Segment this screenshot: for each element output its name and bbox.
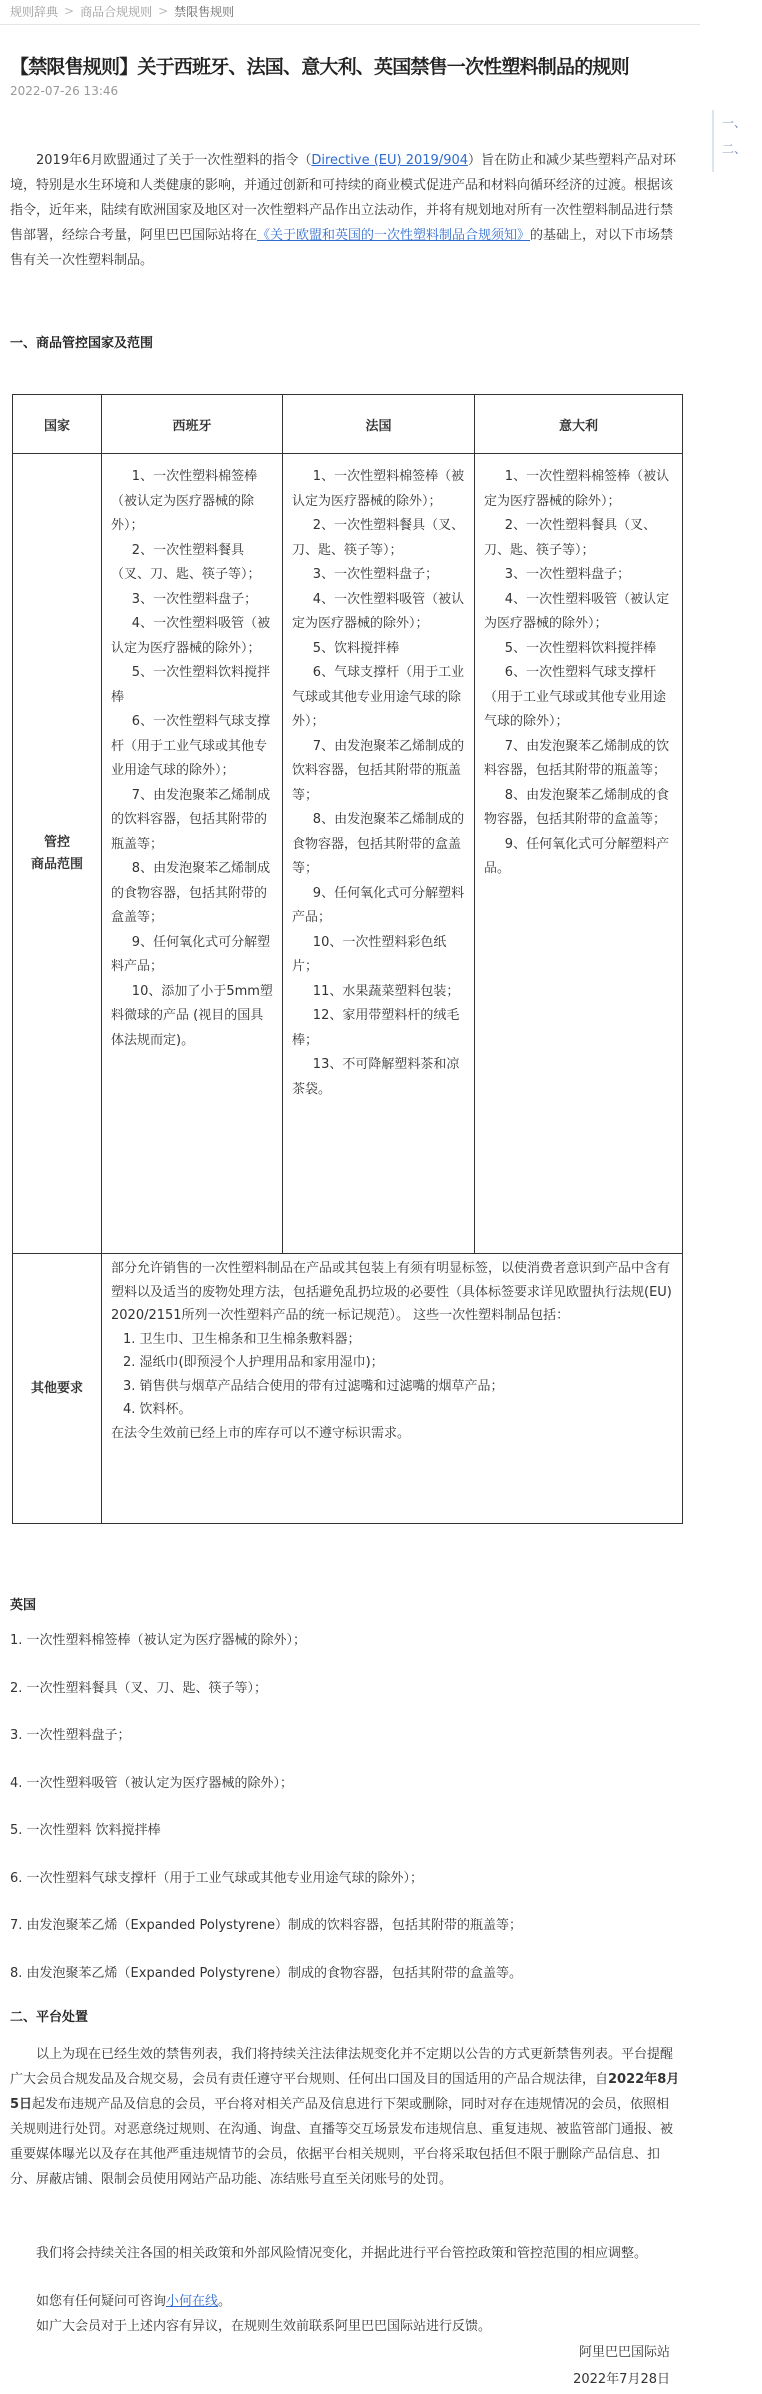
list-item: 10、一次性塑料彩色纸片； [292,934,447,974]
list-item: 9、任何氧化式可分解塑料产品。 [484,836,670,876]
list-item: 3. 销售供与烟草产品结合使用的带有过滤嘴和过滤嘴的烟草产品； [123,1378,504,1394]
header-italy: 意大利 [475,395,683,454]
list-item: 6. 一次性塑料气球支撑杆（用于工业气球或其他专业用途气球的除外）； [10,1870,424,1886]
list-item: 8、由发泡聚苯乙烯制成的食物容器，包括其附带的盒盖等； [111,861,271,925]
list-item: 2. 湿纸巾(即预浸个人护理用品和家用湿巾)； [123,1355,384,1370]
other-requirements-footer: 在法令生效前已经上市的库存可以不遵守标识需求。 [111,1425,411,1441]
page-title: 【禁限售规则】关于西班牙、法国、意大利、英国禁售一次性塑料制品的规则 [10,56,629,78]
breadcrumb-separator: > [158,4,169,18]
list-item: 4. 饮料杯。 [123,1402,192,1417]
list-item: 2、一次性塑料餐具（叉、刀、匙、筷子等）； [111,542,261,582]
toc-item-section-2[interactable]: 二、 [722,142,747,156]
list-item: 2、一次性塑料餐具（叉、刀、匙、筷子等）； [292,518,465,558]
breadcrumb-item-product-compliance[interactable]: 商品合规规则 [80,4,153,19]
list-item: 10、添加了小于5mm塑料微球的产品 (视目的国具体法规而定)。 [111,983,273,1048]
toc-item-section-1[interactable]: 一、 [722,116,747,130]
intro-paragraph: 2019年6月欧盟通过了关于一次性塑料的指令（Directive (EU) 2019/904）旨在防止和减少某些塑料产品对环境，特别是水生环境和人类健康的影响，并通过创新和可持续的商业模式促进产品和材料向循环经济的过渡。根据该指令，近年来，陆续有欧洲国家及地区对一次性塑料产品作出立法动作，并将有规划地对所有一次性塑料制品进行禁售部署，经综合考量，阿里巴巴国际站将在《关于欧盟和英国的一次性塑料制品合规须知》的基础上，对以下市场禁售有关一次性塑料制品。 [10,153,677,268]
header-country: 国家 [13,395,102,454]
list-item: 1. 卫生巾、卫生棉条和卫生棉条敷料器； [123,1331,361,1347]
cell-spain-scope [102,454,283,1254]
list-item: 2、一次性塑料餐具（叉、刀、匙、筷子等）； [484,518,657,558]
breadcrumb-divider [0,24,700,25]
header-spain: 西班牙 [102,395,283,454]
breadcrumb-item-rules-dictionary[interactable]: 规则辞典 [10,4,59,19]
list-item: 4、一次性塑料吸管（被认定为医疗器械的除外）； [111,616,271,656]
list-item: 8、由发泡聚苯乙烯制成的食物容器，包括其附带的盒盖等； [292,812,465,876]
signature-date: 2022年7月28日 [573,2372,670,2387]
publish-date: 2022-07-26 13:46 [10,84,119,98]
list-item: 1、一次性塑料棉签棒（被认定为医疗器械的除外）； [292,469,465,509]
list-item: 1、一次性塑料棉签棒（被认定为医疗器械的除外）； [111,469,258,533]
section-2-title: 二、平台处置 [10,2010,89,2025]
cell-france-scope [283,454,475,1254]
table-row-scope [13,454,683,1254]
list-item: 3. 一次性塑料盘子； [10,1728,131,1743]
list-item: 3、一次性塑料盘子； [131,591,258,607]
platform-paragraph-4: 如广大会员对于上述内容有异议，在规则生效前联系阿里巴巴国际站进行反馈。 [36,2319,492,2334]
list-item: 13、不可降解塑料茶和凉茶袋。 [292,1057,460,1097]
table-of-contents [712,110,762,172]
breadcrumb [10,0,234,22]
list-item: 5、一次性塑料饮料搅拌棒 [504,640,657,656]
list-item: 5、饮料搅拌棒 [312,640,400,656]
breadcrumb-separator: > [64,4,75,18]
list-item: 6、一次性塑料气球支撑杆（用于工业气球或其他专业用途气球的除外）； [484,665,667,729]
cell-other-requirements [102,1254,683,1524]
table-header-row [13,395,683,454]
compliance-notice-link[interactable]: 《关于欧盟和英国的一次性塑料制品合规须知》 [257,228,531,243]
list-item: 4. 一次性塑料吸管（被认定为医疗器械的除外）； [10,1775,294,1791]
platform-paragraph-3: 如您有任何疑问可咨询小何在线。 [36,2294,232,2309]
list-item: 6、气球支撑杆（用于工业气球或其他专业用途气球的除外）； [292,665,465,729]
list-item: 6、一次性塑料气球支撑杆（用于工业气球或其他专业用途气球的除外）； [111,714,271,778]
list-item: 7、由发泡聚苯乙烯制成的饮料容器，包括其附带的瓶盖等； [111,787,271,852]
list-item: 12、家用带塑料杆的绒毛棒； [292,1008,460,1048]
list-item: 4、一次性塑料吸管（被认定为医疗器械的除外）； [484,591,670,631]
list-item: 5、一次性塑料饮料搅拌棒 [111,665,271,705]
uk-title: 英国 [10,1598,37,1613]
platform-paragraph-1: 以上为现在已经生效的禁售列表，我们将持续关注法律法规变化并不定期以公告的方式更新禁售列表。平台提醒广大会员合规发品及合规交易，会员有责任遵守平台规则、任何出口国及目的国适用的产品合规法律，自2022年8月5日起发布违规产品及信息的会员，平台将对相关产品及信息进行下架或删除，同时对存在违规情况的会员，依照相关规则进行处罚。对恶意绕过规则、在沟通、询盘、直播等交互场景发布违规信息、重复违规、被监管部门通报、被重要媒体曝光以及存在其他严重违规情节的会员，依据平台相关规则，平台将采取包括但不限于删除产品信息、扣分、屏蔽店铺、限制会员使用网站产品功能、冻结账号直至关闭账号的处罚。 [10,2047,680,2187]
section-1-title: 一、商品管控国家及范围 [10,336,154,351]
row-label-other: 其他要求 [13,1254,102,1524]
list-item: 9、任何氧化式可分解塑料产品； [111,934,271,974]
list-item: 1、一次性塑料棉签棒（被认定为医疗器械的除外）； [484,469,670,509]
table-row-other [13,1254,683,1524]
list-item: 7、由发泡聚苯乙烯制成的饮料容器，包括其附带的瓶盖等； [292,738,465,803]
control-scope-table [12,394,683,1524]
list-item: 8. 由发泡聚苯乙烯（Expanded Polystyrene）制成的食物容器，包括其附带的盒盖等。 [10,1965,523,1981]
list-item: 11、水果蔬菜塑料包装； [312,983,460,999]
list-item: 7. 由发泡聚苯乙烯（Expanded Polystyrene）制成的饮料容器，包括其附带的瓶盖等； [10,1918,523,1933]
list-item: 7、由发泡聚苯乙烯制成的饮料容器，包括其附带的瓶盖等； [484,738,670,778]
directive-link[interactable]: Directive (EU) 2019/904 [311,153,469,168]
online-support-link[interactable]: 小何在线 [166,2294,219,2309]
platform-paragraph-2: 我们将会持续关注各国的相关政策和外部风险情况变化，并据此进行平台管控政策和管控范围的相应调整。 [36,2246,648,2261]
breadcrumb-item-current: 禁限售规则 [174,4,235,19]
header-france: 法国 [283,395,475,454]
effective-date: 2022年8月5日 [10,2072,680,2112]
list-item: 2. 一次性塑料餐具（叉、刀、匙、筷子等）； [10,1680,268,1696]
list-item: 8、由发泡聚苯乙烯制成的食物容器，包括其附带的盒盖等； [484,787,670,827]
list-item: 1. 一次性塑料棉签棒（被认定为医疗器械的除外）； [10,1633,307,1648]
other-requirements-text: 部分允许销售的一次性塑料制品在产品或其包装上有须有明显标签，以使消费者意识到产品中含有塑料以及适当的废物处理方法，包括避免乱扔垃圾的必要性（具体标签要求详见欧盟执行法规(EU) 2020/2151所列一次性塑料产品的统一标记规范）。 这些一次性塑料制品包括： [111,1261,672,1323]
list-item: 4、一次性塑料吸管（被认定为医疗器械的除外）； [292,591,465,631]
cell-italy-scope [475,454,683,1254]
signature-organization: 阿里巴巴国际站 [578,2345,670,2360]
list-item: 3、一次性塑料盘子； [312,567,439,582]
list-item: 5. 一次性塑料 饮料搅拌棒 [10,1823,161,1838]
row-label-scope: 管控 商品范围 [13,454,102,1254]
list-item: 3、一次性塑料盘子； [504,567,631,582]
list-item: 9、任何氧化式可分解塑料产品； [292,885,465,925]
